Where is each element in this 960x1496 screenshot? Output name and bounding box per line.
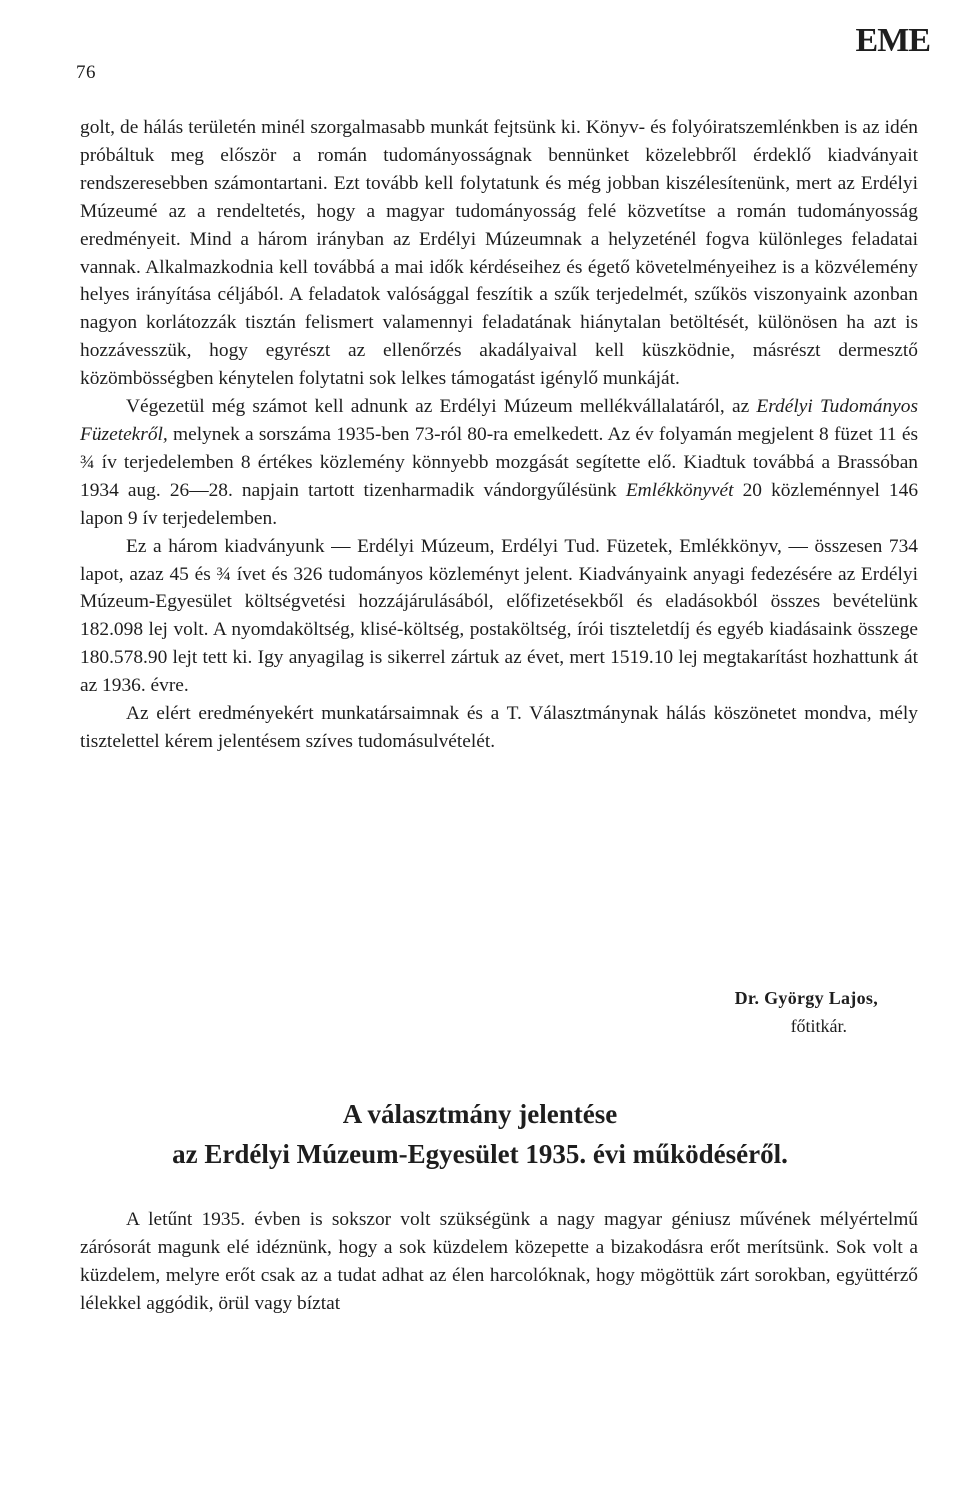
paragraph-text: 20 közleménnyel 146 lapon 9 ív terjedelemben. xyxy=(80,479,919,529)
paragraph-supplement xyxy=(80,393,918,533)
page-number: 76 xyxy=(76,62,96,83)
paragraph-closing: Az elért eredményekért munkatársaimnak és a T. Választmánynak hálás köszönetet mondva, mély tisztelettel kérem jelentésem szíves tudomásulvételét. xyxy=(80,703,918,752)
report-body xyxy=(80,114,918,756)
signature-block xyxy=(735,984,878,1040)
paragraph-finances: Ez a három kiadványunk — Erdélyi Múzeum, Erdélyi Tud. Füzetek, Emlékkönyv, — összesen 734 lapot, azaz 45 és ¾ ívet és 326 tudományos közleményt jelent. Kiadványaink anyagi fedezésére az Erdélyi Múzeum-Egyesület költségvetési hozzájárulásából, előfizetésekből és eladásokból összes bevételünk 182.098 lej volt. A nyomdaköltség, klisé-költség, postaköltség, írói tiszteletdíj és egyéb kiadásaink összege 180.578.90 lejt tett ki. Igy anyagilag is sikerrel zártuk az évet, mert 1519.10 lej megtakarítást hozhattunk át az 1936. évre. xyxy=(80,535,918,697)
signatory-title: főtitkár. xyxy=(790,1016,848,1036)
section-paragraph: A letűnt 1935. évben is sokszor volt szükségünk a nagy magyar géniusz művének mélyértelmű zárósorát magunk elé idéznünk, hogy a sok küzdelem közepette a bizakodásra erőt merítsünk. Sok volt a küzdelem, melyre erőt csak az a tudat adhat az élen harcolóknak, hogy mögöttük zárt sorokban, együttérző lélekkel aggódik, örül vagy bíztat xyxy=(80,1209,918,1314)
section-body xyxy=(80,1206,918,1318)
paragraph-continuation: golt, de hálás területén minél szorgalmasabb munkát fejtsünk ki. Könyv- és folyóiratszemlénkben is az idén próbáltuk meg először a román tudományosságnak bennünket közelebbről érdeklő kiadványait rendszeresebben számontartani. Ezt tovább kell folytatunk és még jobban kiszélesítenünk, mert az Erdélyi Múzeumé az a rendeltetés, hogy a magyar tudományosság felé közvetítse a román tudományosság eredményeit. Mind a három irányban az Erdélyi Múzeumnak a helyzeténél fogva különleges feladatai vannak. Alkalmazkodnia kell továbbá a mai idők kérdéseihez és égető követelményeihez is a közvélemény helyes irányítása céljából. A feladatok valósággal feszítik a szűk terjedelmét, szűkös viszonyaink azonban nagyon korlátozzák tisztán felismert valamennyi feladatának hiánytalan betöltését, különösen ha azt is hozzávesszük, hogy egyrészt az ellenőrzés akadályaival kell küszködnie, másrészt dermesztő közömbösségben kénytelen folytatni sok lelkes támogatást igénylő munkáját. xyxy=(80,117,918,390)
section-heading-line2: az Erdélyi Múzeum-Egyesület 1935. évi működéséről. xyxy=(172,1139,788,1169)
section-heading-line1: A választmány jelentése xyxy=(342,1099,618,1129)
publisher-logo: EME xyxy=(855,22,930,59)
section-heading xyxy=(0,1094,960,1174)
publication-title: Emlékkönyvét xyxy=(625,479,734,501)
publication-title: Erdélyi Tudományos Füzetekről, xyxy=(80,396,918,445)
paragraph-text: melynek a sorszáma 1935-ben 73-ról 80-ra emelkedett. Az év folyamán megjelent 8 füzet 11 és ¾ ív terjedelemben 8 értékes közlemény könnyebb mozgását segítette elő. Kiadtuk továbbá a Brassóban 1934 aug. 26—28. napjain tartott tizenharmadik vándorgyűlésünk xyxy=(80,423,918,501)
paragraph-text: Végezetül még számot kell adnunk az Erdélyi Múzeum mellékvállalatáról, az xyxy=(126,396,757,418)
signatory-name: Dr. György Lajos, xyxy=(734,988,878,1008)
